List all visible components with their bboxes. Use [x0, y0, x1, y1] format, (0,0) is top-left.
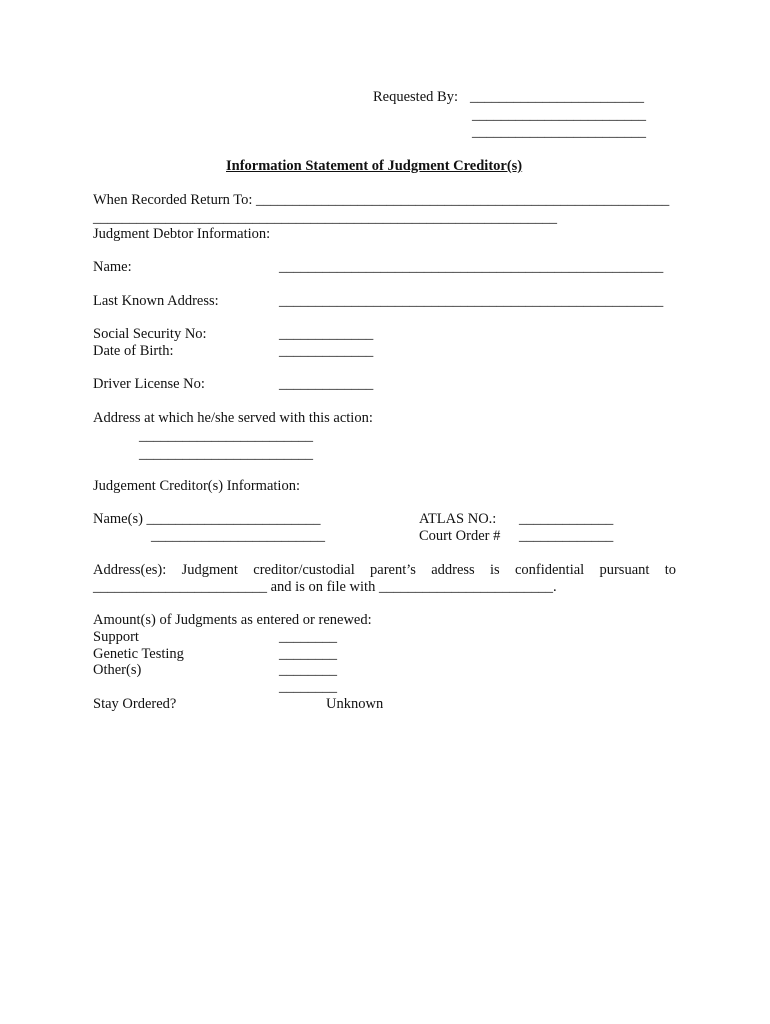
debtor-address-label: Last Known Address: — [93, 293, 219, 309]
stay-ordered-value: Unknown — [326, 696, 384, 712]
ssn-label: Social Security No: — [93, 326, 207, 342]
creditor-names-line-2[interactable]: ________________________ — [151, 528, 325, 544]
creditor-names-line-1[interactable]: Name(s) ________________________ — [93, 511, 321, 527]
others-field-1[interactable]: ________ — [279, 662, 337, 678]
return-to-line-1[interactable]: When Recorded Return To: _________________________________________________________ — [93, 192, 670, 208]
debtor-name-label: Name: — [93, 259, 132, 275]
court-order-field[interactable]: _____________ — [519, 528, 614, 544]
requested-by-blank-3[interactable]: ________________________ — [472, 124, 646, 140]
document-title: Information Statement of Judgment Creditor(s) — [226, 158, 523, 174]
others-label: Other(s) — [93, 662, 142, 678]
requested-by-blank-2[interactable]: ________________________ — [472, 107, 646, 123]
dob-label: Date of Birth: — [93, 343, 174, 359]
genetic-testing-field[interactable]: ________ — [279, 646, 337, 662]
debtor-heading: Judgment Debtor Information: — [93, 226, 271, 242]
atlas-no-field[interactable]: _____________ — [519, 511, 614, 527]
creditor-heading: Judgement Creditor(s) Information: — [93, 478, 300, 494]
served-address-label: Address at which he/she served with this action: — [93, 410, 373, 426]
return-to-line-2[interactable]: ________________________________________________________________ — [93, 210, 557, 226]
others-field-2[interactable]: ________ — [279, 679, 337, 695]
genetic-testing-label: Genetic Testing — [93, 646, 184, 662]
creditor-address-line-1: Address(es): Judgment creditor/custodial parent’s address is confidential pursuant to — [93, 562, 676, 578]
driver-license-label: Driver License No: — [93, 376, 205, 392]
court-order-label: Court Order # — [419, 528, 501, 544]
requested-by-blank-1[interactable]: ________________________ — [470, 89, 644, 105]
served-address-field-2[interactable]: ________________________ — [139, 446, 313, 462]
creditor-address-line-2[interactable]: ________________________ and is on file with ________________________. — [93, 579, 557, 595]
atlas-no-label: ATLAS NO.: — [419, 511, 497, 527]
support-label: Support — [93, 629, 139, 645]
served-address-field-1[interactable]: ________________________ — [139, 428, 313, 444]
debtor-name-field[interactable]: _____________________________________________________ — [279, 259, 664, 275]
amounts-heading: Amount(s) of Judgments as entered or renewed: — [93, 612, 372, 628]
dob-field[interactable]: _____________ — [279, 343, 374, 359]
stay-ordered-label: Stay Ordered? — [93, 696, 177, 712]
driver-license-field[interactable]: _____________ — [279, 376, 374, 392]
requested-by-label: Requested By: — [373, 89, 458, 105]
debtor-address-field[interactable]: _____________________________________________________ — [279, 293, 664, 309]
support-field[interactable]: ________ — [279, 629, 337, 645]
ssn-field[interactable]: _____________ — [279, 326, 374, 342]
